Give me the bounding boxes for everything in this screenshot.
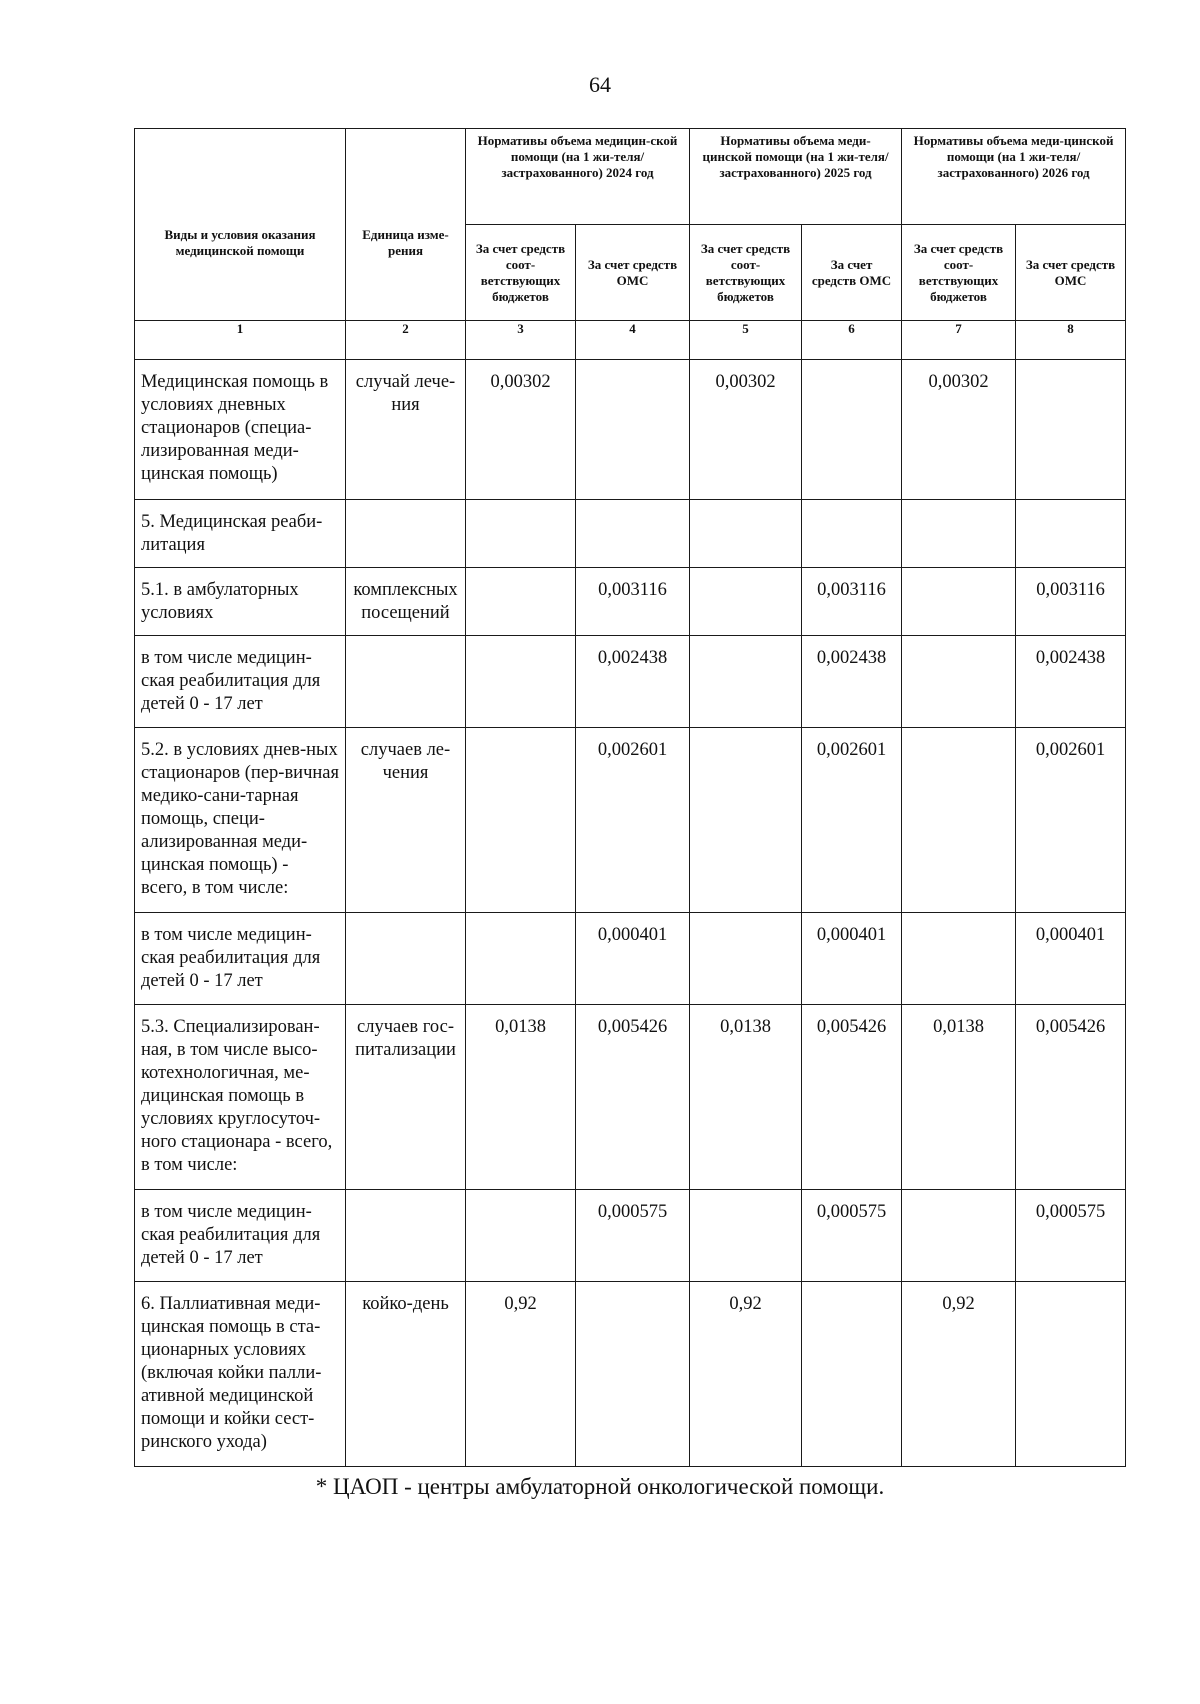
value-cell	[902, 913, 1016, 1005]
value-cell	[802, 360, 902, 500]
row-unit: случай лече-ния	[346, 360, 466, 500]
value-cell: 0,00302	[902, 360, 1016, 500]
column-number: 2	[346, 321, 466, 360]
row-unit	[346, 636, 466, 728]
value-cell: 0,002601	[1016, 728, 1126, 913]
row-unit	[346, 1190, 466, 1282]
value-cell	[466, 500, 576, 568]
value-cell: 0,000401	[576, 913, 690, 1005]
table-row	[135, 360, 1126, 500]
value-cell: 0,000575	[1016, 1190, 1126, 1282]
value-cell: 0,002438	[576, 636, 690, 728]
row-unit	[346, 913, 466, 1005]
header-year-2026: Нормативы объема меди-цинской помощи (на 1 жи-теля/застрахованного) 2026 год	[902, 129, 1126, 225]
value-cell: 0,003116	[576, 568, 690, 636]
row-label: 5.1. в амбулаторных условиях	[135, 568, 346, 636]
value-cell	[466, 568, 576, 636]
value-cell	[466, 636, 576, 728]
norms-table	[134, 128, 1126, 1467]
value-cell	[576, 500, 690, 568]
page-number: 64	[589, 72, 611, 97]
header-sub-oms: За счет средств ОМС	[576, 225, 690, 321]
row-unit: койко-день	[346, 1282, 466, 1467]
value-cell: 0,00302	[690, 360, 802, 500]
value-cell: 0,00302	[466, 360, 576, 500]
row-label: 5.2. в условиях днев-ных стационаров (пер-вичная медико-сани-тарная помощь, специ-ализированная меди-цинская помощь) - всего, в том числе:	[135, 728, 346, 913]
value-cell: 0,005426	[802, 1005, 902, 1190]
row-label: Медицинская помощь в условиях дневных стационаров (специа-лизированная меди-цинская помощь)	[135, 360, 346, 500]
table-row	[135, 636, 1126, 728]
value-cell: 0,002438	[1016, 636, 1126, 728]
table-row	[135, 913, 1126, 1005]
header-sub-oms: За счет средств ОМС	[802, 225, 902, 321]
header-sub-budget: За счет средств соот-ветствующих бюджетов	[690, 225, 802, 321]
value-cell	[902, 1190, 1016, 1282]
row-label: 5. Медицинская реаби-литация	[135, 500, 346, 568]
value-cell	[902, 728, 1016, 913]
value-cell	[1016, 500, 1126, 568]
value-cell: 0,003116	[802, 568, 902, 636]
value-cell: 0,002438	[802, 636, 902, 728]
value-cell: 0,0138	[902, 1005, 1016, 1190]
value-cell: 0,002601	[802, 728, 902, 913]
value-cell	[466, 913, 576, 1005]
header-year-2024: Нормативы объема медицин-ской помощи (на 1 жи-теля/застрахованного) 2024 год	[466, 129, 690, 225]
table-row	[135, 568, 1126, 636]
table-row	[135, 1282, 1126, 1467]
value-cell: 0,92	[902, 1282, 1016, 1467]
header-sub-oms: За счет средств ОМС	[1016, 225, 1126, 321]
value-cell	[576, 1282, 690, 1467]
value-cell: 0,005426	[576, 1005, 690, 1190]
value-cell	[576, 360, 690, 500]
value-cell: 0,000401	[802, 913, 902, 1005]
value-cell: 0,003116	[1016, 568, 1126, 636]
header-year-2025: Нормативы объема меди-цинской помощи (на 1 жи-теля/застрахованного) 2025 год	[690, 129, 902, 225]
row-label: в том числе медицин-ская реабилитация для детей 0 - 17 лет	[135, 636, 346, 728]
table-row	[135, 500, 1126, 568]
value-cell	[690, 568, 802, 636]
value-cell: 0,002601	[576, 728, 690, 913]
header-unit: Единица изме-рения	[346, 129, 466, 321]
table-row	[135, 1005, 1126, 1190]
value-cell	[902, 500, 1016, 568]
header-sub-budget: За счет средств соот-ветствующих бюджетов	[466, 225, 576, 321]
row-unit: случаев ле-чения	[346, 728, 466, 913]
value-cell	[690, 728, 802, 913]
value-cell: 0,0138	[466, 1005, 576, 1190]
value-cell: 0,92	[690, 1282, 802, 1467]
header-sub-budget: За счет средств соот-ветствующих бюджетов	[902, 225, 1016, 321]
value-cell	[466, 728, 576, 913]
table-row	[135, 728, 1126, 913]
value-cell: 0,000575	[576, 1190, 690, 1282]
row-unit	[346, 500, 466, 568]
value-cell	[690, 500, 802, 568]
value-cell: 0,000401	[1016, 913, 1126, 1005]
row-label: в том числе медицин-ская реабилитация для детей 0 - 17 лет	[135, 913, 346, 1005]
value-cell: 0,000575	[802, 1190, 902, 1282]
row-label: 5.3. Специализирован-ная, в том числе высо-котехнологичная, ме-дицинская помощь в условиях круглосуточ-ного стационара - всего, в том числе:	[135, 1005, 346, 1190]
table-row	[135, 1190, 1126, 1282]
value-cell	[802, 1282, 902, 1467]
footnote: * ЦАОП - центры амбулаторной онкологической помощи.	[315, 1474, 885, 1499]
value-cell	[802, 500, 902, 568]
value-cell	[1016, 1282, 1126, 1467]
row-unit: комплексных посещений	[346, 568, 466, 636]
column-number: 4	[576, 321, 690, 360]
column-number: 5	[690, 321, 802, 360]
column-number: 8	[1016, 321, 1126, 360]
value-cell: 0,92	[466, 1282, 576, 1467]
column-number: 6	[802, 321, 902, 360]
value-cell	[690, 913, 802, 1005]
column-number: 1	[135, 321, 346, 360]
header-kinds: Виды и условия оказания медицинской помощи	[135, 129, 346, 321]
value-cell	[902, 568, 1016, 636]
value-cell	[902, 636, 1016, 728]
value-cell	[690, 636, 802, 728]
value-cell	[1016, 360, 1126, 500]
value-cell	[690, 1190, 802, 1282]
column-number: 7	[902, 321, 1016, 360]
row-unit: случаев гос-питализации	[346, 1005, 466, 1190]
column-number: 3	[466, 321, 576, 360]
value-cell: 0,0138	[690, 1005, 802, 1190]
row-label: 6. Паллиативная меди-цинская помощь в ста-ционарных условиях (включая койки палли-ативной медицинской помощи и койки сест-ринского ухода)	[135, 1282, 346, 1467]
value-cell	[466, 1190, 576, 1282]
value-cell: 0,005426	[1016, 1005, 1126, 1190]
row-label: в том числе медицин-ская реабилитация для детей 0 - 17 лет	[135, 1190, 346, 1282]
